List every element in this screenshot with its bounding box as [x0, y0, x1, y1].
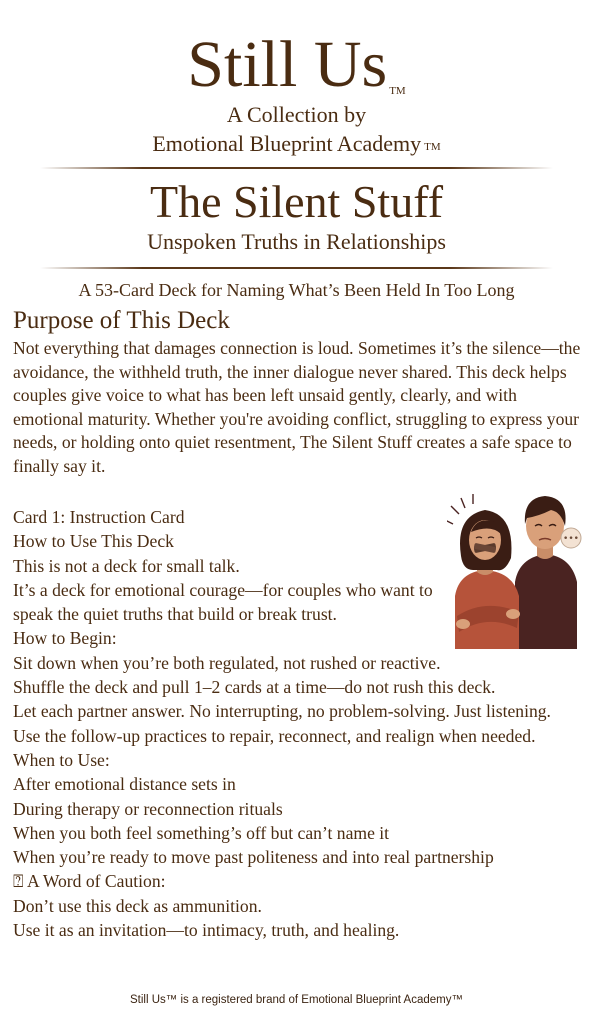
- deck-subtitle: Unspoken Truths in Relationships: [147, 229, 446, 254]
- deck-title: The Silent Stuff: [149, 176, 444, 227]
- caution-heading: A Word of Caution:: [27, 871, 166, 892]
- begin-step: Use the follow-up practices to repair, reconnect, and realign when needed.: [13, 725, 536, 746]
- caution-heading-row: [13, 869, 588, 893]
- begin-step: Let each partner answer. No interrupting, no problem-solving. Just listening.: [13, 701, 551, 722]
- bubble-dots: •••: [563, 534, 579, 544]
- footer-trademark: Still Us™ is a registered brand of Emotional Blueprint Academy™: [129, 994, 463, 1006]
- top-divider: [40, 167, 553, 169]
- missing-glyph-icon: ⍰: [13, 871, 24, 892]
- bottom-divider: [40, 267, 553, 269]
- caution-line-1: Don’t use this deck as ammunition.: [13, 895, 262, 916]
- when-item: During therapy or reconnection rituals: [13, 798, 283, 819]
- how-to-begin-heading: How to Begin:: [13, 628, 117, 649]
- when-to-use-heading: When to Use:: [13, 749, 110, 770]
- collection-line: A Collection by: [226, 102, 367, 127]
- man-figure: [515, 496, 577, 649]
- deck-tagline: A 53-Card Deck for Naming What’s Been Held In Too Long: [78, 280, 515, 300]
- brand-name: Still Us: [187, 28, 388, 101]
- purpose-paragraph: Not everything that damages connection is loud. Sometimes it’s the silence—the avoidance, the withheld truth, the inner dialogue never shared. This deck helps couples give voice to what has been left unsaid gently, clearly, and with emotional maturity. Whether you're avoiding conflict, struggling to express your needs, or holding onto quiet resentment, The Silent Stuff creates a safe space to finally say it.: [13, 338, 581, 476]
- intro-line-2: It’s a deck for emotional courage—for couples who want to speak the quiet truths that build or break trust.: [13, 579, 433, 625]
- when-item: When you both feel something’s off but can’t name it: [13, 822, 390, 843]
- purpose-body: [13, 337, 585, 479]
- academy-name: [0, 131, 593, 157]
- academy-trademark: TM: [424, 141, 441, 153]
- begin-step: Shuffle the deck and pull 1–2 cards at a time—do not rush this deck.: [13, 677, 496, 698]
- academy-text: Emotional Blueprint Academy: [152, 131, 422, 156]
- purpose-heading: Purpose of This Deck: [13, 307, 230, 334]
- begin-step: Sit down when you’re both regulated, not rushed or reactive.: [13, 652, 441, 673]
- card-label: Card 1: Instruction Card: [13, 507, 185, 527]
- woman-figure: [455, 510, 520, 649]
- brand-logo: [0, 30, 593, 100]
- when-item: When you’re ready to move past politeness and into real partnership: [13, 847, 494, 868]
- couple-illustration: [447, 486, 587, 649]
- speech-bubble-icon: [561, 528, 581, 548]
- brand-trademark: TM: [389, 85, 406, 97]
- intro-line-1: This is not a deck for small talk.: [13, 555, 240, 576]
- how-to-use-heading: How to Use This Deck: [13, 531, 174, 552]
- caution-line-2: Use it as an invitation—to intimacy, truth, and healing.: [13, 920, 400, 941]
- when-item: After emotional distance sets in: [13, 774, 236, 795]
